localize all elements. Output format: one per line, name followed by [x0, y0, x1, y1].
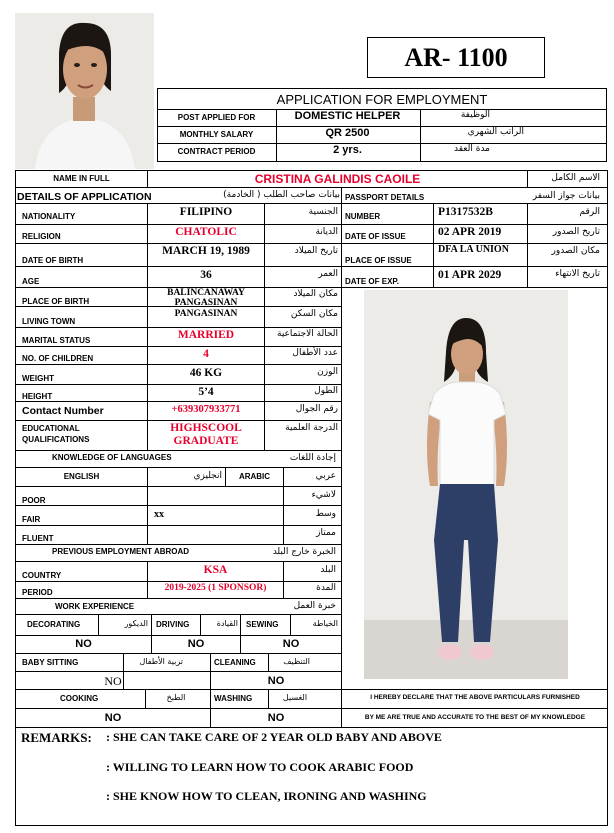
issue-place-label: PLACE OF ISSUE [345, 256, 412, 265]
education-value: HIGHSCOOL GRADUATE [170, 422, 242, 447]
languages-heading: KNOWLEDGE OF LANGUAGES [52, 453, 172, 462]
height-label: HEIGHT [22, 392, 53, 401]
religion-label: RELIGION [22, 232, 61, 241]
issue-date-arabic: تاريخ الصدور [552, 227, 600, 237]
education-label: EDUCATIONAL QUALIFICATIONS [22, 424, 90, 444]
name-arabic: الاسم الكامل [551, 173, 600, 183]
arabic-label: ARABIC [238, 472, 271, 481]
poor-label: POOR [22, 496, 46, 505]
contract-period-arabic: مدة العقد [454, 144, 490, 154]
age-label: AGE [22, 277, 40, 286]
weight-label: WEIGHT [22, 374, 54, 383]
dob-value: MARCH 19, 1989 [162, 245, 250, 257]
washing-value: NO [267, 712, 285, 724]
decorating-value: NO [75, 638, 92, 650]
remarks-line-3: : SHE KNOW HOW TO CLEAN, IRONING AND WASHING [106, 789, 427, 803]
declaration-line-2: BY ME ARE TRUE AND ACCURATE TO THE BEST OF MY KNOWLEDGE [364, 714, 586, 721]
washing-label: WASHING [214, 694, 253, 703]
work-heading: WORK EXPERIENCE [55, 602, 135, 611]
living-town-label: LIVING TOWN [22, 317, 76, 326]
remarks-line-2: : WILLING TO LEARN HOW TO COOK ARABIC FOOD [106, 760, 414, 774]
full-name-value: CRISTINA GALINDIS CAOILE [254, 172, 421, 186]
work-heading-arabic: خبرة العمل [293, 601, 336, 611]
sewing-arabic: الخياطة [312, 619, 338, 628]
period-value: 2019-2025 (1 SPONSOR) [164, 583, 267, 593]
arabic-arabic: عربي [315, 471, 336, 481]
driving-value: NO [187, 638, 205, 650]
cooking-label: COOKING [60, 694, 99, 703]
issue-place-value: DFA LA UNION [438, 244, 509, 255]
post-applied-arabic: الوظيفة [460, 110, 490, 120]
expiry-date-arabic: تاريخ الانتهاء [555, 269, 600, 279]
place-of-birth-label: PLACE OF BIRTH [22, 297, 90, 306]
fluent-label: FLUENT [22, 534, 54, 543]
weight-value: 46 KG [189, 367, 223, 379]
age-value: 36 [200, 269, 212, 281]
fair-english-mark: xx [154, 509, 164, 520]
cleaning-label: CLEANING [214, 658, 256, 667]
contract-period-value: 2 yrs. [333, 144, 362, 156]
passport-number-arabic: الرقم [579, 207, 600, 217]
monthly-salary-arabic: الراتب الشهري [467, 127, 524, 137]
education-arabic: الدرجة العلمية [285, 423, 338, 433]
employment-heading-arabic: الخبرة خارج البلد [272, 547, 336, 557]
weight-arabic: الوزن [317, 367, 338, 377]
passport-heading-arabic: بيانات جواز السفر [532, 191, 600, 201]
contact-value: +639307933771 [171, 404, 241, 415]
country-label: COUNTRY [22, 571, 62, 580]
monthly-salary-value: QR 2500 [325, 127, 370, 139]
place-of-birth-value: BALINCANAWAY PANGASINAN [167, 288, 245, 308]
cooking-arabic: الطبخ [166, 693, 186, 702]
period-label: PERIOD [22, 588, 53, 597]
expiry-date-label: DATE OF EXP. [345, 277, 399, 286]
nationality-label: NATIONALITY [22, 212, 76, 221]
passport-heading: PASSPORT DETAILS [345, 193, 425, 202]
issue-date-label: DATE OF ISSUE [345, 232, 406, 241]
remarks-line-1: : SHE CAN TAKE CARE OF 2 YEAR OLD BABY AND ABOVE [106, 730, 442, 744]
living-town-arabic: مكان السكن [290, 309, 338, 319]
employment-heading: PREVIOUS EMPLOYMENT ABROAD [52, 547, 190, 556]
english-label: ENGLISH [63, 472, 100, 481]
expiry-date-value: 01 APR 2029 [438, 269, 502, 281]
details-heading: DETAILS OF APPLICATION [17, 191, 152, 203]
baby-sitting-label: BABY SITTING [22, 658, 79, 667]
country-arabic: البلد [320, 565, 336, 575]
contract-period-label: CONTRACT PERIOD [177, 147, 256, 156]
reference-code-box [367, 37, 545, 78]
religion-value: CHATOLIC [175, 226, 237, 238]
sewing-label: SEWING [246, 620, 279, 629]
living-town-value: PANGASINAN [174, 309, 238, 319]
baby-sitting-arabic: تربية الأطفال [139, 657, 183, 666]
fair-arabic: وسط [315, 509, 336, 519]
reference-code: AR- 1100 [404, 43, 508, 72]
contact-arabic: رقم الجوال [295, 404, 338, 414]
height-arabic: الطول [314, 386, 338, 396]
cleaning-value: NO [267, 675, 285, 687]
name-label: NAME IN FULL [53, 174, 110, 183]
children-arabic: عدد الأطفال [292, 348, 338, 358]
issue-place-arabic: مكان الصدور [551, 246, 600, 256]
nationality-arabic: الجنسية [308, 207, 338, 217]
full-body-photo [364, 290, 568, 679]
monthly-salary-label: MONTHLY SALARY [179, 130, 254, 139]
details-heading-arabic: بيانات صاحب الطلب ( الخادمة) [223, 190, 340, 200]
remarks-label: REMARKS: [21, 730, 92, 745]
fluent-arabic: ممتاز [316, 528, 336, 538]
period-arabic: المدة [316, 583, 336, 593]
post-applied-value: DOMESTIC HELPER [294, 110, 401, 122]
dob-arabic: تاريخ الميلاد [294, 246, 338, 256]
children-value: 4 [203, 348, 209, 360]
washing-arabic: الغسيل [282, 693, 308, 702]
portrait-photo [15, 13, 154, 169]
languages-heading-arabic: إجادة اللغات [289, 453, 336, 463]
country-value: KSA [203, 564, 228, 576]
decorating-label: DECORATING [27, 620, 81, 629]
religion-arabic: الديانة [315, 227, 338, 237]
driving-label: DRIVING [156, 620, 190, 629]
nationality-value: FILIPINO [179, 206, 233, 218]
passport-number-label: NUMBER [345, 212, 381, 221]
marital-status-arabic: الحالة الاجتماعية [277, 329, 338, 339]
sewing-value: NO [282, 638, 300, 650]
children-label: NO. OF CHILDREN [22, 354, 94, 363]
driving-arabic: القيادة [216, 619, 238, 628]
marital-status-value: MARRIED [177, 329, 235, 341]
passport-number-value: P1317532B [438, 206, 493, 218]
marital-status-label: MARITAL STATUS [22, 336, 91, 345]
form-title: APPLICATION FOR EMPLOYMENT [276, 92, 488, 107]
cleaning-arabic: التنظيف [283, 657, 310, 666]
cooking-value: NO [104, 712, 122, 724]
fair-label: FAIR [22, 515, 41, 524]
decorating-arabic: الديكور [124, 619, 148, 628]
contact-label: Contact Number [22, 405, 104, 417]
post-applied-label: POST APPLIED FOR [177, 113, 256, 122]
baby-sitting-value: NO [104, 674, 122, 688]
declaration-line-1: I HEREBY DECLARE THAT THE ABOVE PARTICULARS FURNISHED [370, 694, 580, 701]
place-of-birth-arabic: مكان الميلاد [293, 289, 338, 299]
issue-date-value: 02 APR 2019 [438, 226, 502, 238]
poor-arabic: لاشيء [311, 490, 336, 500]
english-arabic: انجليزي [193, 471, 222, 481]
age-arabic: العمر [318, 269, 338, 279]
height-value: 5’4 [198, 386, 214, 398]
dob-label: DATE OF BIRTH [22, 256, 84, 265]
